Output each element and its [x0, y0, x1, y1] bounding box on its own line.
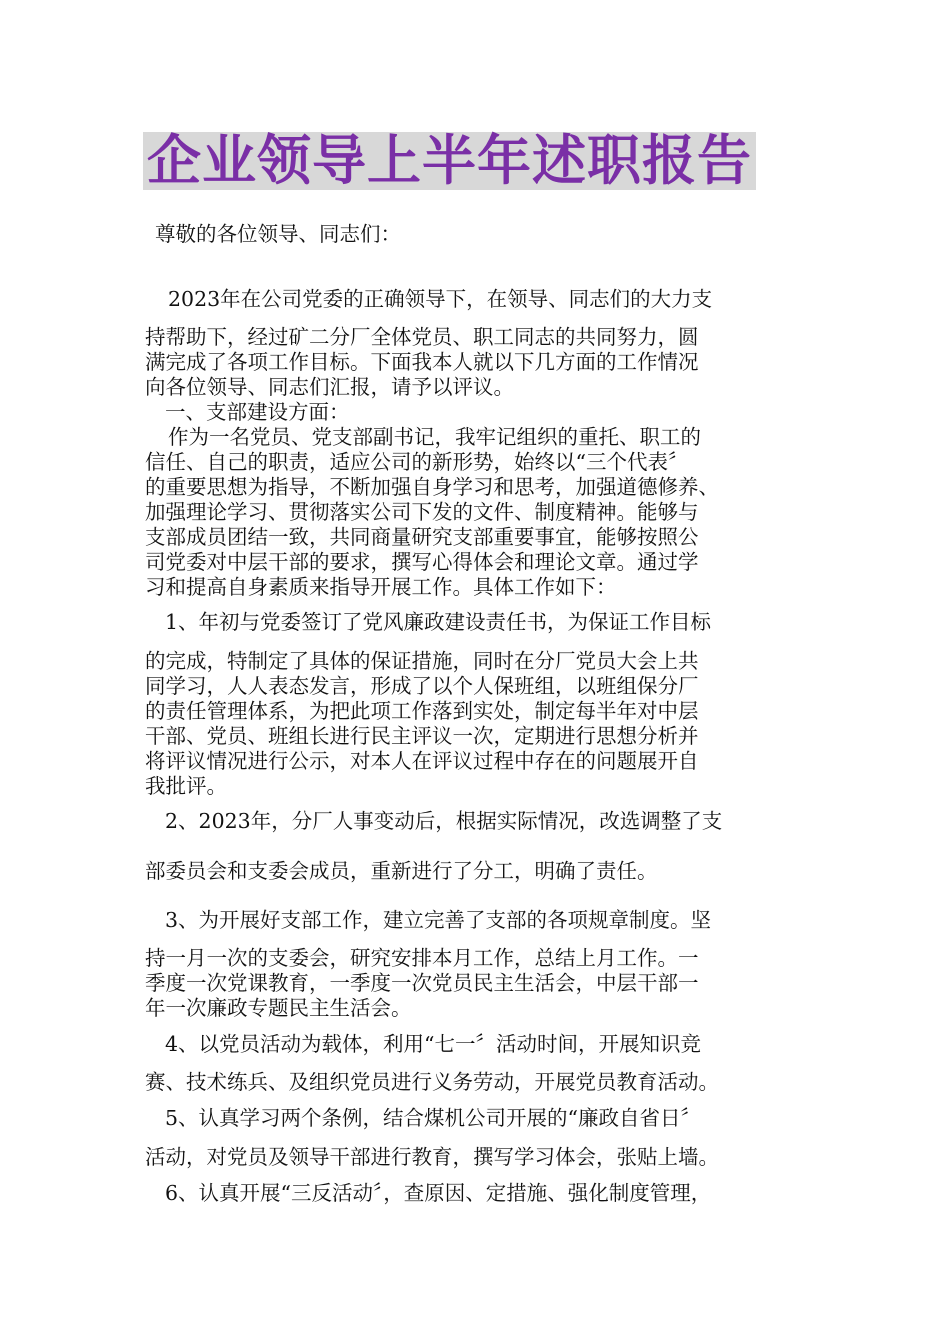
list-item-line: 同学习，人人表态发言，形成了以个人保班组，以班组保分厂 [145, 674, 699, 698]
list-item-line: 部委员会和支委会成员，重新进行了分工，明确了责任。 [145, 859, 658, 883]
paragraph-line: 2023年在公司党委的正确领导下，在领导、同志们的大力支 [168, 287, 713, 311]
list-item-line: 将评议情况进行公示，对本人在评议过程中存在的问题展开自 [145, 749, 699, 773]
paragraph-line: 信任、自己的职责，适应公司的新形势，始终以“三个代表〞 [145, 450, 689, 474]
list-item-line: 4、以党员活动为载体，利用“七一〞活动时间，开展知识竞 [165, 1032, 702, 1056]
list-item-line: 的完成，特制定了具体的保证措施，同时在分厂党员大会上共 [145, 649, 699, 673]
paragraph-line: 司党委对中层干部的要求，撰写心得体会和理论文章。通过学 [145, 550, 699, 574]
list-item-line: 我批评。 [145, 774, 227, 798]
salutation: 尊敬的各位领导、同志们： [155, 222, 401, 246]
list-item-line: 1、年初与党委签订了党风廉政建设责任书，为保证工作目标 [165, 610, 712, 634]
paragraph-line: 向各位领导、同志们汇报，请予以评议。 [145, 375, 514, 399]
list-item-line: 年一次廉政专题民主生活会。 [145, 996, 412, 1020]
list-item-line: 活动，对党员及领导干部进行教育，撰写学习体会，张贴上墙。 [145, 1145, 719, 1169]
list-item-line: 的责任管理体系，为把此项工作落到实处，制定每半年对中层 [145, 699, 699, 723]
paragraph-line: 支部成员团结一致，共同商量研究支部重要事宜，能够按照公 [145, 525, 699, 549]
list-item-line: 5、认真学习两个条例，结合煤机公司开展的“廉政自省日〞 [165, 1106, 702, 1130]
paragraph-line: 的重要思想为指导，不断加强自身学习和思考，加强道德修养、 [145, 475, 719, 499]
section-heading: 一、支部建设方面： [165, 400, 350, 424]
list-item-line: 3、为开展好支部工作，建立完善了支部的各项规章制度。坚 [165, 908, 712, 932]
paragraph-line: 作为一名党员、党支部副书记，我牢记组织的重托、职工的 [168, 425, 701, 449]
list-item-line: 2、2023年，分厂人事变动后，根据实际情况，改选调整了支 [165, 809, 723, 833]
list-item-line: 6、认真开展“三反活动〞，查原因、定措施、强化制度管理， [165, 1181, 712, 1205]
paragraph-line: 习和提高自身素质来指导开展工作。具体工作如下： [145, 575, 617, 599]
document-title: 企业领导上半年述职报告 [143, 132, 756, 190]
list-item-line: 季度一次党课教育，一季度一次党员民主生活会，中层干部一 [145, 971, 699, 995]
paragraph-line: 加强理论学习、贯彻落实公司下发的文件、制度精神。能够与 [145, 500, 699, 524]
list-item-line: 干部、党员、班组长进行民主评议一次，定期进行思想分析并 [145, 724, 699, 748]
list-item-line: 赛、技术练兵、及组织党员进行义务劳动，开展党员教育活动。 [145, 1070, 719, 1094]
paragraph-line: 持帮助下，经过矿二分厂全体党员、职工同志的共同努力，圆 [145, 325, 699, 349]
list-item-line: 持一月一次的支委会，研究安排本月工作，总结上月工作。一 [145, 946, 699, 970]
paragraph-line: 满完成了各项工作目标。下面我本人就以下几方面的工作情况 [145, 350, 699, 374]
